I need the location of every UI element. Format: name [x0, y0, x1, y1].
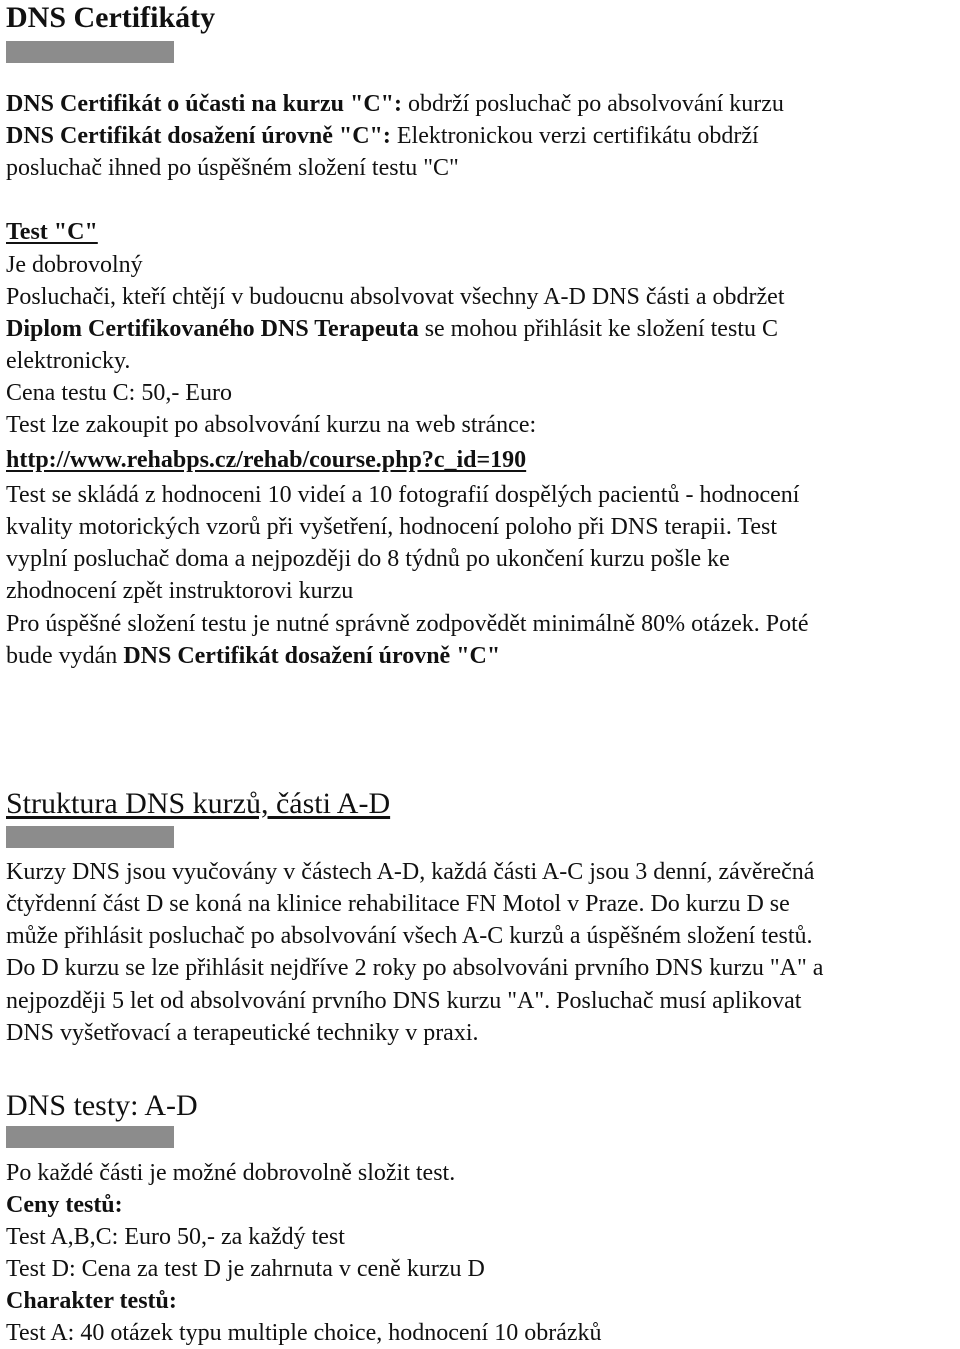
paragraph-line: Do D kurzu se lze přihlásit nejdříve 2 roky po absolvováni prvního DNS kurzu "A" a — [6, 955, 824, 981]
paragraph-line — [6, 640, 500, 672]
paragraph-line: Po každé části je možné dobrovolně složit test. — [6, 1160, 456, 1186]
text-span: Elektronickou verzi certifikátu obdrží — [390, 123, 759, 149]
section-title-certificates: DNS Certifikáty — [6, 1, 216, 34]
course-link[interactable]: http://www.rehabps.cz/rehab/course.php?c_id=190 — [6, 447, 527, 473]
paragraph-line: Pro úspěšné složení testu je nutné správně zodpovědět minimálně 80% otázek. Poté — [6, 611, 809, 637]
test-c-price: Cena testu C: 50,- Euro — [6, 380, 232, 406]
section-title-tests: DNS testy: A-D — [6, 1089, 198, 1122]
prices-heading: Ceny testů: — [6, 1192, 123, 1218]
certificate-level-label: DNS Certifikát dosažení úrovně "C" — [123, 643, 501, 669]
paragraph-line: Je dobrovolný — [6, 252, 143, 278]
section-divider-bar — [6, 826, 174, 848]
paragraph-line: Test se skládá z hodnoceni 10 videí a 10 fotografií dospělých pacientů - hodnocení — [6, 482, 800, 508]
paragraph-line — [6, 88, 784, 120]
paragraph-line: Test lze zakoupit po absolvování kurzu na web stránce: — [6, 412, 537, 438]
character-heading: Charakter testů: — [6, 1288, 177, 1314]
course-link-line — [6, 444, 526, 476]
paragraph-line: Test D: Cena za test D je zahrnuta v ceně kurzu D — [6, 1256, 485, 1282]
certificate-attendance-label: DNS Certifikát o účasti na kurzu "C": — [6, 91, 402, 117]
section-divider-bar — [6, 1126, 174, 1148]
paragraph-line: Test A: 40 otázek typu multiple choice, hodnocení 10 obrázků — [6, 1320, 602, 1346]
paragraph-line: nejpozději 5 let od absolvování prvního DNS kurzu "A". Posluchač musí aplikovat — [6, 988, 802, 1014]
section-divider-bar — [6, 41, 174, 63]
paragraph-line — [6, 313, 778, 345]
paragraph-line: DNS vyšetřovací a terapeutické techniky v praxi. — [6, 1020, 479, 1046]
paragraph-line: Kurzy DNS jsou vyučovány v částech A-D, každá části A-C jsou 3 denní, závěrečná — [6, 859, 815, 885]
paragraph-line: Test A,B,C: Euro 50,- za každý test — [6, 1224, 345, 1250]
paragraph-line: posluchač ihned po úspěšném složení testu "C" — [6, 155, 459, 181]
test-c-heading: Test "C" — [6, 219, 98, 245]
text-span: bude vydán — [6, 643, 124, 669]
paragraph-line: Posluchači, kteří chtějí v budoucnu absolvovat všechny A-D DNS části a obdržet — [6, 284, 785, 310]
paragraph-line: zhodnocení zpět instruktorovi kurzu — [6, 578, 354, 604]
section-title-structure: Struktura DNS kurzů, části A-D — [6, 787, 391, 820]
paragraph-line: čtyřdenní část D se koná na klinice rehabilitace FN Motol v Praze. Do kurzu D se — [6, 891, 790, 917]
certificate-level-label: DNS Certifikát dosažení úrovně "C": — [6, 123, 391, 149]
paragraph-line — [6, 120, 759, 152]
diploma-label: Diplom Certifikovaného DNS Terapeuta — [6, 316, 419, 342]
paragraph-line: vyplní posluchač doma a nejpozději do 8 týdnů po ukončení kurzu pošle ke — [6, 546, 730, 572]
paragraph-line: může přihlásit posluchač po absolvování všech A-C kurzů a úspěšném složení testů. — [6, 923, 813, 949]
text-span: obdrží posluchač po absolvování kurzu — [401, 91, 784, 117]
text-span: se mohou přihlásit ke složení testu C — [418, 316, 778, 342]
paragraph-line: kvality motorických vzorů při vyšetření, hodnocení poloho při DNS terapii. Test — [6, 514, 778, 540]
paragraph-line: elektronicky. — [6, 348, 131, 374]
